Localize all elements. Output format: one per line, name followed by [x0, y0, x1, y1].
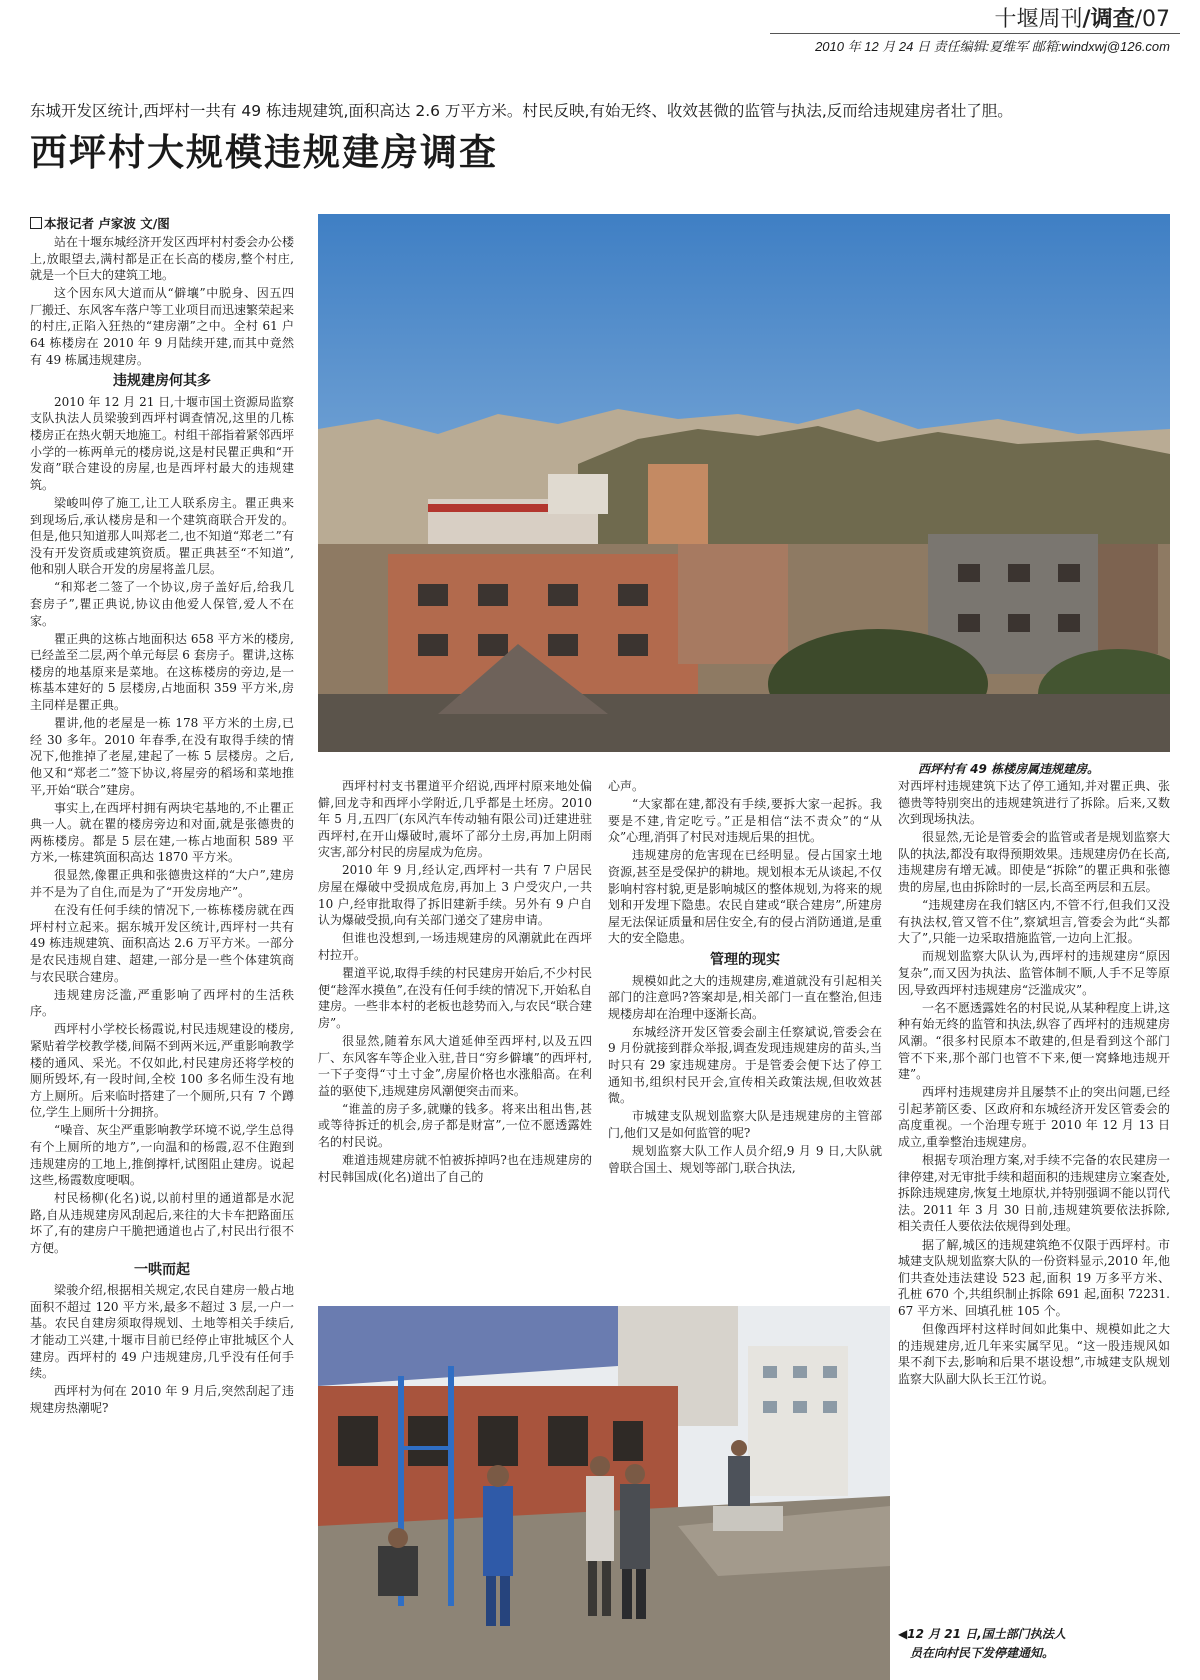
dateline: 2010 年 12 月 24 日 责任编辑:夏维军 邮箱:windxwj@126.com [815, 39, 1170, 54]
photo2-caption-line-2: 员在向村民下发停建通知。 [910, 1646, 1055, 1660]
article-column-3 [608, 778, 882, 1306]
paragraph: 2010 年 9 月,经认定,西坪村一共有 7 户居民房屋在爆破中受损成危房,再加上 3 户受灾户,一共 10 户,经审批取得了拆旧建新手续。另外有 9 户自认为爆破受损,向有关部门递交了建房申请。 [318, 863, 592, 928]
subheading-1: 违规建房何其多 [113, 373, 211, 390]
paragraph: “违规建房在我们辖区内,不管不行,但我们又没有执法权,管又管不住”,察斌坦言,管委会为此“头都大了”,只能一边采取措施监管,一边向上汇报。 [898, 898, 1170, 946]
paragraph: 瞿正典的这栋占地面积达 658 平方米的楼房,已经盖至二层,两个单元每层 6 套房子。瞿讲,这栋楼房的地基原来是菜地。在这栋楼房的旁边,是一栋基本建好的 5 层楼房,占地面积 359 平方米,房主同样是瞿正典。 [30, 631, 294, 713]
paragraph: 违规建房泛滥,严重影响了西坪村的生活秩序。 [30, 987, 294, 1019]
enforcement-photo [318, 1306, 890, 1680]
paragraph: 瞿道平说,取得手续的村民建房开始后,不少村民便“趁浑水摸鱼”,在没有任何手续的情况下,开始私自建房。一些非本村的老板也趁势而入,与农民“联合建房”。 [318, 966, 592, 1030]
subheading-2: 一哄而起 [134, 1261, 190, 1278]
paragraph: “和郑老二签了一个协议,房子盖好后,给我几套房子”,瞿正典说,协议由他爱人保管,爱人不在家。 [30, 580, 294, 628]
masthead-separator: / [1082, 7, 1091, 32]
paragraph: 心声。 [608, 779, 645, 793]
paragraph: 市城建支队规划监察大队是违规建房的主管部门,他们又是如何监管的呢? [608, 1109, 882, 1140]
village-panorama-photo [318, 214, 1170, 752]
paragraph: 西坪村小学校长杨霞说,村民违规建设的楼房,紧贴着学校教学楼,间隔不到两米远,严重影响教学楼的通风、采光。不仅如此,村民建房还将学校的厕所毁坏,有一段时间,全校 100 多名师生没有地方上厕所。后来临时搭建了一个厕所,只有 7 个蹲位,学生上厕所十分拥挤。 [30, 1022, 294, 1120]
section-name: 调查 [1090, 7, 1135, 32]
paragraph: “大家都在建,都没有手续,要拆大家一起拆。我要是不建,肯定吃亏。”正是相信“法不责众”的“从众”心理,消弭了村民对违规后果的担忧。 [608, 797, 882, 845]
paragraph: 而规划监察大队认为,西坪村的违规建房“原因复杂”,而又因为执法、监管体制不顺,人手不足等原因,导致西坪村违规建房“泛滥成灾”。 [898, 949, 1170, 997]
article-column-1 [30, 234, 294, 1676]
byline-box-icon [30, 217, 42, 229]
paragraph: 一名不愿透露姓名的村民说,从某种程度上讲,这种有始无终的监管和执法,纵容了西坪村的违规建房风潮。“很多村民原本不敢建的,但是看到这个部门管不下来,那个部门也管不下来,便一窝蜂地违规开建”。 [898, 1000, 1170, 1082]
paragraph: 西坪村违规建房并且屡禁不止的突出问题,已经引起茅箭区委、区政府和东城经济开发区管委会的高度重视。一个治理专班于 2010 年 12 月 13 日成立,重拳整治违规建房。 [898, 1085, 1170, 1149]
page-number: /07 [1134, 7, 1170, 32]
paragraph: 2010 年 12 月 21 日,十堰市国土资源局监察支队执法人员梁骏到西坪村调查情况,这里的几栋楼房正在热火朝天地施工。村组干部指着紧邻西坪小学的一栋两单元的楼房说,这是村民瞿正典和“开发商”联合建设的房屋,也是西坪村最大的违规建筑。 [30, 394, 294, 492]
photo1-caption: 西坪村有 49 栋楼房属违规建房。 [918, 762, 1100, 776]
article-column-4 [898, 778, 1170, 1608]
paragraph: 据了解,城区的违规建筑绝不仅限于西坪村。市城建支队规划监察大队的一份资料显示,2010 年,他们共查处违法建设 523 起,面积 19 万多平方米、孔桩 670 个,共组织制止拆除 691 起,面积 72231.67 平方米、回填孔桩 105 个。 [898, 1237, 1170, 1318]
paragraph: 规划监察大队工作人员介绍,9 月 9 日,大队就曾联合国土、规划等部门,联合执法, [608, 1143, 882, 1175]
paragraph: “噪音、灰尘严重影响教学环境不说,学生总得有个上厕所的地方”,一向温和的杨霞,忍不住跑到违规建房的工地上,推倒撑杆,试图阻止建房。说起这些,杨霞数度哽咽。 [30, 1123, 294, 1188]
paragraph: 梁骏介绍,根据相关规定,农民自建房一般占地面积不超过 120 平方米,最多不超过 3 层,一户一基。农民自建房须取得规划、土地等相关手续后,才能动工兴建,十堰市目前已经停止审批城区个人建房。西坪村的 49 户违规建房,几乎没有任何手续。 [30, 1283, 294, 1381]
subheading-3: 管理的现实 [710, 951, 780, 968]
paragraph: 很显然,随着东风大道延伸至西坪村,以及五四厂、东风客车等企业入驻,昔日“穷乡僻壤”的西坪村,一下子变得“寸土寸金”,房屋价格也水涨船高。在利益的驱使下,违规建房风潮便突击而来。 [318, 1033, 592, 1098]
photo2-caption-line-1: ◀12 月 21 日,国土部门执法人 [898, 1627, 1066, 1641]
paragraph: 事实上,在西坪村拥有两块宅基地的,不止瞿正典一人。就在瞿的楼房旁边和对面,就是张德贵的两栋楼房。都是 5 层在建,一栋占地面积 589 平方米,一栋建筑面积高达 1870 平方米。 [30, 800, 294, 865]
paragraph: 根据专项治理方案,对手续不完备的农民建房一律停建,对无审批手续和超面积的违规建房立案查处,拆除违规建房,恢复土地原状,并特别强调不能以罚代法。2011 年 3 月 30 日前,违规建筑要依法拆除,相关责任人要依法依规得到处理。 [898, 1153, 1170, 1234]
paper-name: 十堰周刊 [994, 7, 1083, 32]
lead-summary: 东城开发区统计,西坪村一共有 49 栋违规建筑,面积高达 2.6 万平方米。村民反映,有始无终、收效甚微的监管与执法,反而给违规建房者壮了胆。 [30, 102, 1013, 120]
village-photo-illustration [318, 214, 1170, 752]
paragraph: 难道违规建房就不怕被拆掉吗?也在违规建房的村民韩国成(化名)道出了自己的 [318, 1153, 592, 1184]
paragraph: 站在十堰东城经济开发区西坪村村委会办公楼上,放眼望去,满村都是正在长高的楼房,整个村庄,就是一个巨大的建筑工地。 [30, 235, 294, 283]
paragraph: 西坪村为何在 2010 年 9 月后,突然刮起了违规建房热潮呢? [30, 1384, 294, 1415]
byline [30, 214, 170, 232]
paragraph: 很显然,像瞿正典和张德贵这样的“大户”,建房并不是为了自住,而是为了“开发房地产”。 [30, 868, 294, 900]
enforcement-photo-illustration [318, 1306, 890, 1680]
article-column-2 [318, 778, 592, 1306]
paragraph: 东城经济开发区管委会副主任察斌说,管委会在 9 月份就接到群众举报,调查发现违规建房的苗头,当时只有 29 家违规建房。于是管委会便下达了停工通知书,组织村民开会,宣传相关政策法规,但收效甚微。 [608, 1024, 882, 1106]
paragraph: 在没有任何手续的情况下,一栋栋楼房就在西坪村村立起来。据东城开发区统计,西坪村一共有 49 栋违规建筑、面积高达 2.6 万平方米。一部分是农民违规自建、超建,一部分是一些个体建筑商与农民联合建房。 [30, 903, 294, 984]
paragraph: 对西坪村违规建筑下达了停工通知,并对瞿正典、张德贵等特别突出的违规建筑进行了拆除。后来,又数次到现场执法。 [898, 779, 1170, 827]
paragraph: 瞿讲,他的老屋是一栋 178 平方米的土房,已经 30 多年。2010 年春季,在没有取得手续的情况下,他推掉了老屋,建起了一栋 5 层楼房。之后,他又和“郑老二”签下协议,将屋旁的稻场和菜地推平,开始“联合”建房。 [30, 716, 294, 797]
byline-text: 本报记者 卢家波 文/图 [44, 216, 170, 231]
paragraph: 村民杨柳(化名)说,以前村里的通道都是水泥路,自从违规建房风刮起后,来往的大卡车把路面压坏了,有的建房户干脆把通道也占了,村民出行很不方便。 [30, 1191, 294, 1256]
paragraph: 西坪村村支书瞿道平介绍说,西坪村原来地处偏僻,回龙寺和西坪小学附近,几乎都是土坯房。2010 年 5 月,五四厂(东风汽车传动轴有限公司)迁建进驻西坪村,在开山爆破时,震坏了部分土房,再加上阴雨灾害,部分村民的房屋成为危房。 [318, 779, 592, 860]
paragraph: “谁盖的房子多,就赚的钱多。将来出租出售,甚或等待拆迁的机会,房子都是财富”,一位不愿透露姓名的村民说。 [318, 1101, 592, 1149]
paragraph: 但像西坪村这样时间如此集中、规模如此之大的违规建房,近几年来实属罕见。“这一股违规风如果不刹下去,影响和后果不堪设想”,市城建支队规划监察大队副大队长王江竹说。 [898, 1322, 1170, 1386]
paragraph: 很显然,无论是管委会的监管或者是规划监察大队的执法,都没有取得预期效果。违规建房仍在长高,违规建房有增无减。即使是“拆除”的瞿正典和张德贵的房屋,也由拆除时的一层,长高至两层和五层。 [898, 830, 1170, 895]
paragraph: 梁峻叫停了施工,让工人联系房主。瞿正典来到现场后,承认楼房是和一个建筑商联合开发的。但是,他只知道那人叫郑老二,也不知道“郑老二”有没有开发资质或建筑资质。瞿正典甚至“不知道”,他和别人联合开发的房屋将盖几层。 [30, 495, 294, 577]
paragraph: 违规建房的危害现在已经明显。侵占国家土地资源,甚至是受保护的耕地。规划根本无从谈起,不仅影响村容村貌,更是影响城区的整体规划,为将来的规划和开发埋下隐患。农民自建或“联合建房”,所建房屋无法保证质量和居住安全,有的侵占消防通道,是重大的安全隐患。 [608, 848, 882, 946]
masthead [995, 2, 1170, 33]
paragraph: 但谁也没想到,一场违规建房的风潮就此在西坪村拉开。 [318, 931, 592, 962]
masthead-rule [770, 33, 1180, 34]
paragraph: 规模如此之大的违规建房,难道就没有引起相关部门的注意吗?答案却是,相关部门一直在整治,但违规楼房却在治理中逐渐长高。 [608, 973, 882, 1021]
headline: 西坪村大规模违规建房调查 [30, 130, 498, 174]
paragraph: 这个因东风大道而从“僻壤”中脱身、因五四厂搬迁、东风客车落户等工业项目而迅速繁荣起来的村庄,正陷入狂热的“建房潮”之中。全村 61 户 64 栋楼房在 2010 年 9 月陆续开建,而其中竟然有 49 栋属违规建房。 [30, 286, 294, 367]
